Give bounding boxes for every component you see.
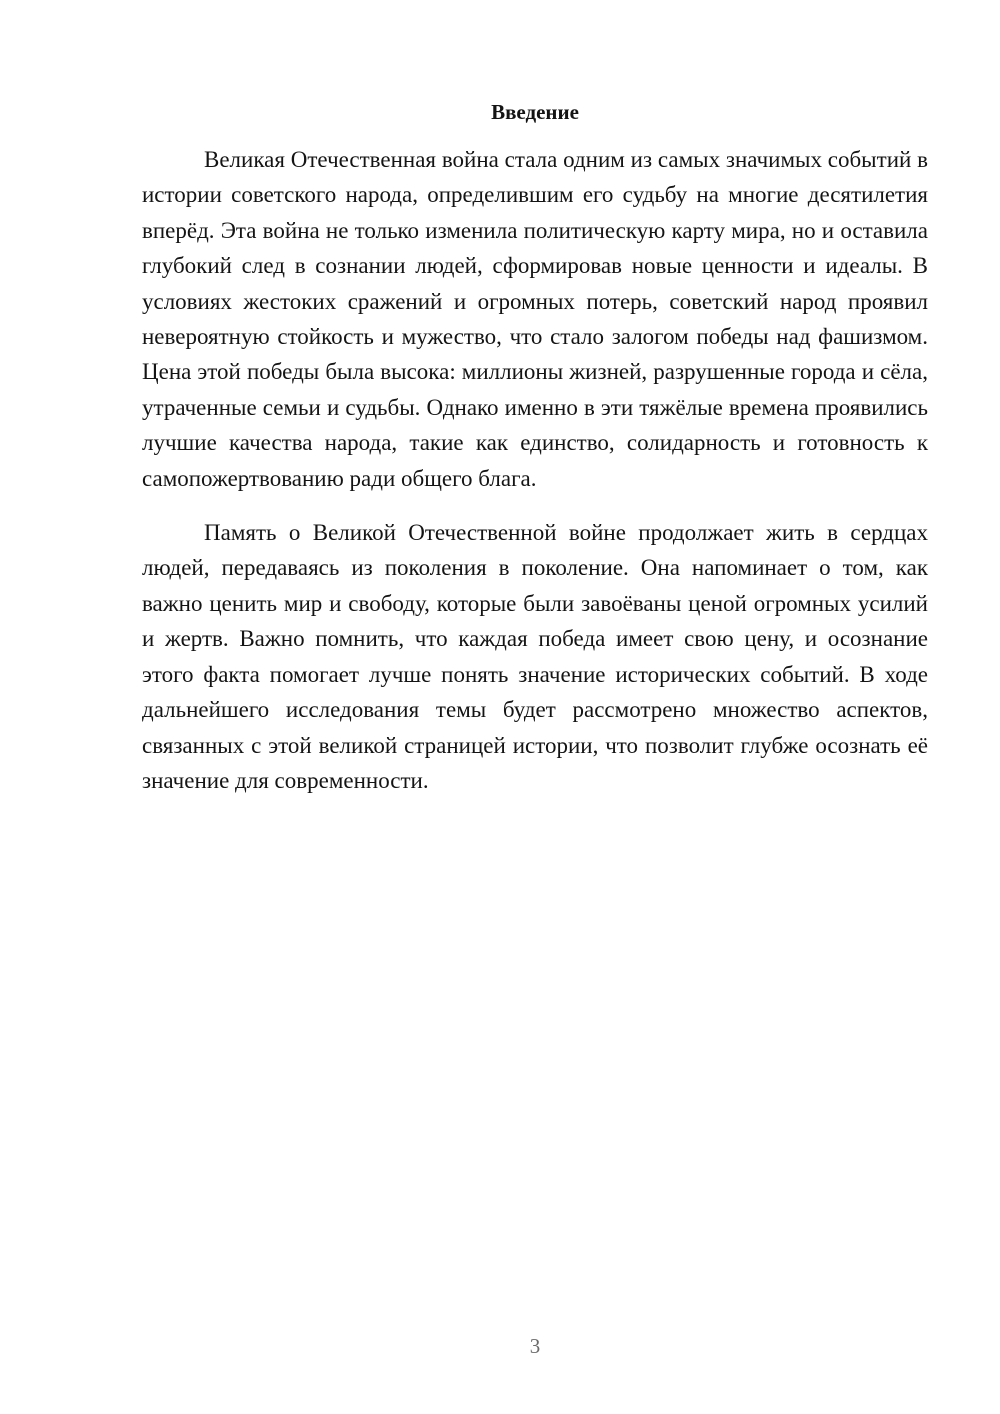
page-number: 3	[529, 1334, 541, 1358]
body-text	[142, 142, 928, 798]
paragraph-2: Память о Великой Отечественной войне продолжает жить в сердцах людей, передаваясь из поколения в поколение. Она напоминает о том, как важно ценить мир и свободу, которые были завоёваны ценой огромных усилий и жертв. Важно помнить, что каждая победа имеет свою цену, и осознание этого факта помогает лучше понять значение исторических событий. В ходе дальнейшего исследования темы будет рассмотрено множество аспектов, связанных с этой великой страницей истории, что позволит глубже осознать её значение для современности.	[142, 520, 928, 793]
section-heading: Введение	[491, 100, 579, 124]
paragraph-1: Великая Отечественная война стала одним из самых значимых событий в истории советского народа, определившим его судьбу на многие десятилетия вперёд. Эта война не только изменила политическую карту мира, но и оставила глубокий след в сознании людей, сформировав новые ценности и идеалы. В условиях жестоких сражений и огромных потерь, советский народ проявил невероятную стойкость и мужество, что стало залогом победы над фашизмом. Цена этой победы была высока: миллионы жизней, разрушенные города и сёла, утраченные семьи и судьбы. Однако именно в эти тяжёлые времена проявились лучшие качества народа, такие как единство, солидарность и готовность к самопожертвованию ради общего блага.	[142, 147, 928, 491]
